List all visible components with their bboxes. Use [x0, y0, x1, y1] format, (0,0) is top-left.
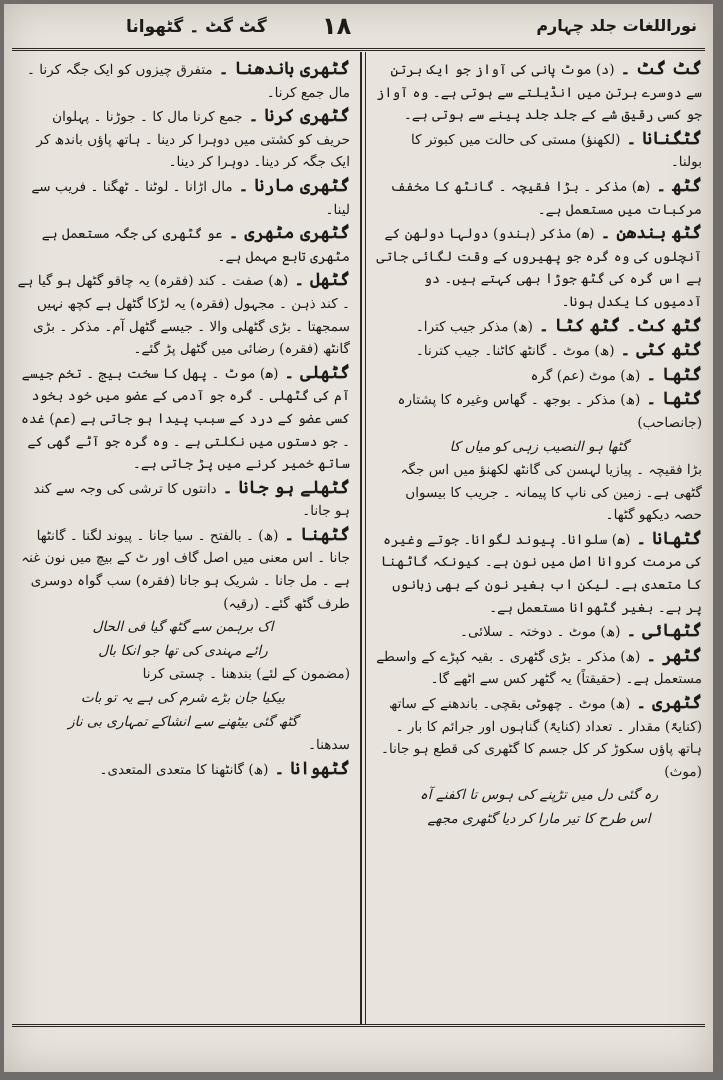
definition-text: (ھ) صفت ۔ کند (فقرہ) یہ چاقو گٹھل ہو گیا ہے ۔ کند ذہن ۔ مجہول (فقرہ) یہ لڑکا گٹھل ہے کچھ نہیں سمجھتا ۔ بڑی گٹھلی والا ۔ جیسے گٹھل آم۔ مذکر ۔ بڑی گانٹھ (فقرہ) رضائی میں گٹھل پڑ گئے۔ — [17, 273, 350, 358]
dictionary-entry — [16, 524, 350, 615]
definition-text: (ھ) مذکر ۔ بوجھ ۔ گھاس وغیرہ کا پشتارہ (جانصاحب) — [397, 392, 702, 431]
dictionary-entry — [376, 175, 702, 221]
definition-text: (ھ) مذکر ۔ بڑا فقیچہ ۔ گانٹھ کا مخفف مرکبات میں مستعمل ہے۔ — [390, 178, 702, 218]
definition-text: (ھ) موٹ (عم) گرہ — [530, 367, 641, 384]
dictionary-entry — [376, 364, 702, 388]
verse-line: گٹھا ہو النصیب زہی کو میاں کا — [449, 438, 629, 455]
definition-text: دانتوں کا ترشی کی وجہ سے کند ہو جانا۔ — [33, 480, 350, 520]
dictionary-entry — [16, 734, 350, 757]
headword: گٹھنا ۔ — [278, 524, 350, 545]
headword: گٹھ کٹ۔ گٹھ کٹا ۔ — [532, 315, 702, 336]
dictionary-entry — [376, 315, 702, 339]
headword: گٹھائی ۔ — [620, 621, 702, 642]
headword: گٹھری مٹھری ۔ — [222, 223, 350, 244]
dictionary-entry — [376, 459, 702, 527]
dictionary-entry — [16, 58, 350, 104]
definition-text: جمع کرنا مال کا ۔ جوڑنا ۔ پہلوان حریف کو کشتی میں دوہرا کر دینا ۔ ہاتھ پاؤں باندھ کر ایک جگہ کر دینا۔ دوہرا کر دینا۔ — [36, 109, 350, 171]
headword: گٹھری مارنا ۔ — [232, 175, 350, 196]
definition-text: (مضمون کے لئے) بندھنا ۔ چستی کرنا — [142, 666, 350, 683]
dictionary-entry — [16, 269, 350, 360]
headword: گٹھل ۔ — [288, 270, 350, 291]
header-guide-words: گٹ گٹ ۔ گٹھوانا — [126, 17, 267, 37]
headword: گٹھ بندھن ۔ — [594, 223, 702, 244]
definition-text: سدھنا۔ — [308, 737, 350, 754]
dictionary-entry — [376, 58, 702, 127]
headword: گٹ گٹ ۔ — [614, 59, 702, 79]
headword: گٹھلے ہو جانا ۔ — [216, 477, 350, 498]
verse-line: اک برہمن سے گٹھ گیا فی الحال — [92, 619, 274, 636]
headword: گٹھ ۔ — [650, 175, 702, 196]
verse-line: اس طرح کا تیر مارا کر دیا گٹھری مجھے — [427, 811, 651, 827]
definition-text: متفرق چیزوں کو ایک جگہ کرنا ۔ مال جمع کرنا۔ — [26, 62, 350, 101]
definition-text: (ھ) ۔ بالفتح ۔ سیا جانا ۔ پیوند لگنا ۔ گانٹھا جانا ۔ اس معنی میں اصل گاف اور ٹ کے بیچ میں نون غنہ ہے ۔ مل جانا ۔ شریک ہو جانا (فقرہ) سب گواہ دوسری طرف گٹھ گئے۔ (رقیہ) — [21, 527, 350, 612]
definition-text: (د) موٹ پانی کی آواز جو ایک برتن سے دوسرے برتن میں انڈیلتے سے ہوتی ہے۔ وہ آواز جو کسی رقیق شے کے جلد جلد پینے سے ہوتی ہے۔ — [376, 62, 702, 124]
definition-text: (ھ) مذکر جیب کترا۔ — [415, 318, 533, 335]
page-number: ۱۸ — [322, 12, 352, 40]
dictionary-entry — [16, 758, 350, 782]
definition-text: (لکھنؤ) مستی کی حالت میں کبوتر کا بولنا۔ — [410, 131, 702, 171]
definition-text: (ھ) گانٹھنا کا متعدی المتعدی۔ — [99, 761, 269, 778]
verse-line: بیکیا جان بڑے شرم کی ہے یہ تو بات — [80, 690, 286, 707]
headword: گٹھر ۔ — [640, 645, 702, 666]
dictionary-entry — [376, 620, 702, 644]
headword: گٹھری کرنا ۔ — [242, 106, 350, 127]
top-rule — [12, 48, 705, 51]
dictionary-entry — [376, 388, 702, 434]
definition-text: (ھ) سلوانا۔ پیوند لگوانا۔ جوتے وغیرہ کی مرمت کروانا اصل میں نون ہے۔ کیونکہ گاٹھنا کا متعدی ہے۔ لیکن اب بغیر نون کے بھی زبانوں پر ہے۔ بغیر گٹھوانا مستعمل ہے۔ — [380, 531, 702, 616]
bottom-rule — [12, 1024, 705, 1027]
dictionary-entry — [376, 128, 702, 174]
dictionary-entry — [376, 528, 702, 619]
dictionary-entry — [376, 339, 702, 363]
definition-text: (ھ) موٹ ۔ پھل کا سخت بیج ۔ تخم جیسے آم کی گٹھلی ۔ گرہ جو آدمی کے عضو میں خود بخود کسی عضو کے درد کے سبب پیدا ہو جاتی ہے (عم) غدہ ۔ جو دستوں میں نکلتی ہے ۔ وہ گرہ جو آٹے گھی کے ساتھ خمیر کرنے میں پڑ جاتی ہے۔ — [21, 365, 350, 473]
column-divider — [360, 52, 362, 1024]
dictionary-entry — [16, 663, 350, 686]
headword: گٹھ کٹی ۔ — [614, 340, 702, 361]
dictionary-entry — [376, 692, 702, 783]
headword: گٹھلی ۔ — [278, 362, 350, 383]
dictionary-entry — [16, 477, 350, 523]
headword: گٹھری باندھنا ۔ — [212, 59, 350, 79]
headword: گٹھا ۔ — [640, 364, 702, 385]
document-page — [4, 4, 713, 1072]
headword: گٹھوانا ۔ — [268, 758, 350, 779]
definition-text: مال اڑانا ۔ لوٹنا ۔ ٹھگنا ۔ فریب سے لینا۔ — [31, 178, 350, 218]
headword: گٹھا ۔ — [640, 389, 702, 410]
definition-text: (ھ) موٹ ۔ گانٹھ کاٹنا۔ جیب کترنا۔ — [415, 343, 615, 360]
dictionary-entry — [16, 222, 350, 268]
book-title: نوراللغات جلد چہارم — [536, 16, 697, 35]
column-divider-inner — [365, 52, 366, 1024]
verse-line: گٹھ گئی بیٹھنے سے انشاکے تمہاری بی ناز — [68, 713, 298, 730]
dictionary-entry — [16, 105, 350, 174]
left-column — [16, 58, 350, 1018]
definition-text: (ھ) مذکر (ہندو) دولہا دولھن کے آنچلوں کی وہ گرہ جو پھیروں کے وقت لگائی جاتی ہے اس گرہ کی گٹھ جوڑا بھی کہتے ہیں۔ دو آدمیوں کا یکدل ہونا۔ — [376, 226, 702, 310]
page-header — [14, 10, 703, 44]
headword: گٹگنانا ۔ — [620, 128, 702, 149]
dictionary-entry — [16, 175, 350, 221]
definition-text: (ھ) موٹ ۔ دوختہ ۔ سلائی۔ — [460, 624, 621, 641]
verse-line: رائے مہندی کی تھا جو انکا بال — [98, 642, 268, 659]
definition-text: بڑا فقیچہ ۔ پیازیا لہسن کی گانٹھ لکھنؤ میں اس جگہ گٹھی ہے۔ زمین کی ناپ کا پیمانہ ۔ جریب کا بیسواں حصہ دیکھو گٹھا۔ — [400, 462, 702, 524]
right-column — [376, 58, 702, 1018]
definition-text: (ھ) مذکر ۔ بڑی گٹھری ۔ بقیہ کپڑے کے واسطے مستعمل ہے۔ (حقیقتاً) یہ گٹھر کس سے اٹھے گا۔ — [376, 648, 702, 688]
headword: گٹھری ۔ — [630, 693, 702, 714]
dictionary-entry — [376, 645, 702, 691]
headword: گٹھانا ۔ — [630, 528, 702, 549]
definition-text: (ھ) موٹ ۔ چھوٹی بقچی۔ باندھنے کے ساتھ (کنایۃً) مقدار ۔ تعداد (کنایۃً) گناہوں اور جرائم کا بار ۔ ہاتھ پاؤں سکوڑ کر کل جسم کا گٹھری کی قطع ہو جانا۔ (موث) — [381, 696, 702, 780]
dictionary-entry — [16, 362, 350, 476]
definition-text: عو گٹھری کی جگہ مستعمل ہے مٹھری تابع مہمل ہے۔ — [41, 226, 350, 265]
verse-line: رہ گئی دل میں تڑپنے کی ہوس تا اکفنے آہ — [419, 787, 659, 804]
dictionary-entry — [376, 222, 702, 313]
